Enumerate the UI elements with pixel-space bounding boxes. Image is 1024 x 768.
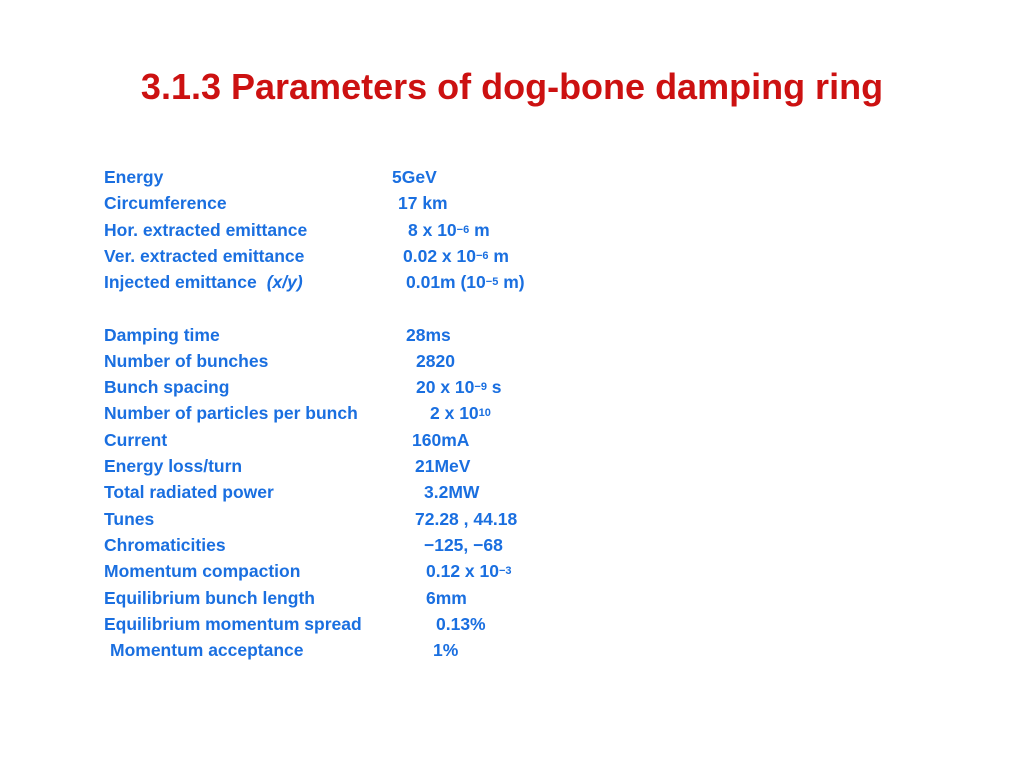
value-mantissa: 20 x 10 bbox=[416, 377, 475, 397]
value-exponent: −5 bbox=[485, 276, 499, 288]
param-label: Energy loss/turn bbox=[104, 456, 243, 476]
value-mantissa: 0.12 x 10 bbox=[426, 561, 499, 581]
param-row-bunch-spacing bbox=[104, 374, 704, 400]
param-value: −125, −68 bbox=[424, 535, 503, 555]
param-value bbox=[406, 269, 525, 295]
param-row-tunes bbox=[104, 506, 704, 532]
param-value bbox=[426, 558, 512, 584]
param-row-particles-per-bunch bbox=[104, 400, 704, 426]
param-row-chromaticities bbox=[104, 532, 704, 558]
value-mantissa: 0.01m (10 bbox=[406, 272, 486, 292]
value-mantissa: 2 x 10 bbox=[430, 403, 479, 423]
param-label: Chromaticities bbox=[104, 535, 226, 555]
param-value: 28ms bbox=[406, 325, 451, 345]
param-value: 5GeV bbox=[392, 167, 437, 187]
param-label: Number of bunches bbox=[104, 351, 269, 371]
param-label: Equilibrium momentum spread bbox=[104, 614, 362, 634]
param-row-circumference bbox=[104, 190, 704, 216]
value-mantissa: 0.02 x 10 bbox=[403, 246, 476, 266]
param-value: 2820 bbox=[416, 351, 455, 371]
param-value bbox=[403, 243, 509, 269]
param-row-damping-time bbox=[104, 322, 704, 348]
value-exponent: −6 bbox=[475, 250, 489, 262]
param-row-radiated-power bbox=[104, 479, 704, 505]
param-row-injected-emittance bbox=[104, 269, 704, 295]
param-label: Momentum compaction bbox=[104, 561, 301, 581]
label-italic: (x/y) bbox=[266, 272, 303, 292]
value-unit: m) bbox=[498, 272, 525, 292]
slide-title: 3.1.3 Parameters of dog-bone damping ring bbox=[140, 66, 884, 107]
param-label: Damping time bbox=[104, 325, 220, 345]
param-value bbox=[430, 400, 491, 426]
value-unit: s bbox=[486, 377, 502, 397]
param-value: 21MeV bbox=[415, 456, 471, 476]
param-value: 72.28 , 44.18 bbox=[415, 509, 518, 529]
param-label bbox=[104, 269, 303, 295]
param-row-energy bbox=[104, 164, 704, 190]
param-label: Energy bbox=[104, 167, 164, 187]
param-row-hor-emittance bbox=[104, 217, 704, 243]
param-label: Hor. extracted emittance bbox=[104, 220, 308, 240]
value-mantissa: 8 x 10 bbox=[408, 220, 457, 240]
param-value bbox=[416, 374, 502, 400]
param-label: Tunes bbox=[104, 509, 155, 529]
param-row-current bbox=[104, 427, 704, 453]
param-value: 17 km bbox=[398, 193, 448, 213]
value-exponent: −6 bbox=[456, 224, 470, 236]
param-value: 3.2MW bbox=[424, 482, 480, 502]
param-label: Total radiated power bbox=[104, 482, 274, 502]
param-row-energy-loss bbox=[104, 453, 704, 479]
param-label: Circumference bbox=[104, 193, 227, 213]
param-label: Equilibrium bunch length bbox=[104, 588, 315, 608]
param-value: 0.13% bbox=[436, 614, 486, 634]
param-row-momentum-acceptance bbox=[104, 637, 704, 663]
param-row-bunch-length bbox=[104, 585, 704, 611]
value-unit: m bbox=[469, 220, 490, 240]
param-value: 160mA bbox=[412, 430, 470, 450]
param-label: Current bbox=[104, 430, 168, 450]
label-text: Injected emittance bbox=[104, 272, 257, 292]
param-label: Ver. extracted emittance bbox=[104, 246, 305, 266]
param-row-ver-emittance bbox=[104, 243, 704, 269]
value-exponent: 10 bbox=[478, 407, 491, 419]
param-row-momentum-spread bbox=[104, 611, 704, 637]
param-label: Bunch spacing bbox=[104, 377, 230, 397]
param-value: 6mm bbox=[426, 588, 467, 608]
param-row-momentum-compaction bbox=[104, 558, 704, 584]
value-exponent: −9 bbox=[474, 381, 487, 393]
value-unit: m bbox=[488, 246, 509, 266]
param-label: Momentum acceptance bbox=[110, 640, 304, 660]
param-label: Number of particles per bunch bbox=[104, 403, 358, 423]
param-value: 1% bbox=[433, 640, 459, 660]
param-row-num-bunches bbox=[104, 348, 704, 374]
param-value bbox=[408, 217, 490, 243]
value-exponent: −3 bbox=[498, 565, 512, 577]
